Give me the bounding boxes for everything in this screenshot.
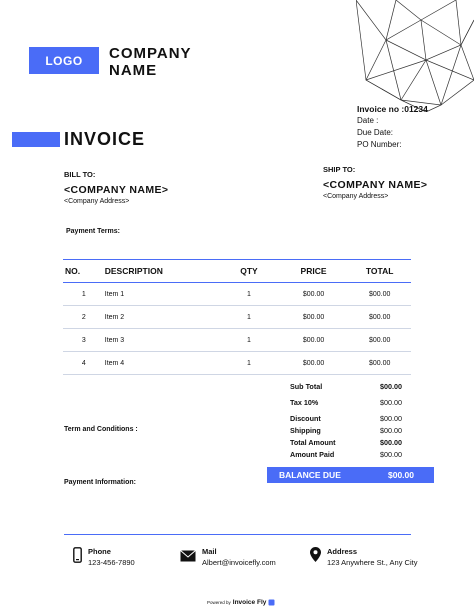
- address-title: Address: [327, 547, 358, 556]
- mail-title: Mail: [202, 547, 217, 556]
- col-no-header: NO.: [63, 260, 105, 283]
- invoice-meta: [357, 103, 428, 151]
- footer-mail: [180, 547, 276, 567]
- company-name: COMPANY NAME: [109, 45, 192, 79]
- tax-value: $00.00: [380, 398, 402, 407]
- bill-to-block: [64, 170, 168, 205]
- row-qty: 1: [219, 329, 279, 352]
- row-no: 2: [63, 306, 105, 329]
- ship-to-block: [323, 165, 427, 200]
- ship-to-company: <COMPANY NAME>: [323, 179, 428, 191]
- row-price: $00.00: [279, 283, 349, 306]
- invoice-date: Date :: [357, 116, 379, 125]
- invoice-fly-logo-icon: [268, 599, 275, 606]
- ship-to-label: SHIP TO:: [323, 165, 356, 174]
- balance-due-value: $00.00: [388, 470, 414, 480]
- bill-to-company: <COMPANY NAME>: [64, 184, 169, 196]
- table-header-row: [63, 260, 411, 283]
- tax-label: Tax 10%: [290, 398, 319, 407]
- address-value: 123 Anywhere St., Any City: [327, 558, 418, 567]
- payment-terms-label: Payment Terms:: [66, 228, 120, 235]
- row-description: Item 3: [105, 329, 219, 352]
- row-qty: 1: [219, 352, 279, 375]
- row-price: $00.00: [279, 352, 349, 375]
- invoice-due-date: Due Date:: [357, 128, 394, 137]
- shipping-row: [290, 426, 402, 435]
- footer-address: [310, 547, 417, 567]
- balance-due-bar: [267, 467, 434, 483]
- row-no: 1: [63, 283, 105, 306]
- discount-label: Discount: [290, 414, 321, 423]
- table-row: [63, 306, 411, 329]
- shipping-label: Shipping: [290, 426, 321, 435]
- row-qty: 1: [219, 306, 279, 329]
- geometric-sphere-decoration: [356, 0, 474, 112]
- bill-to-label: BILL TO:: [64, 170, 96, 179]
- powered-by: [207, 599, 275, 606]
- row-total: $00.00: [348, 329, 411, 352]
- mail-value: Albert@invoicefly.com: [202, 558, 276, 567]
- row-price: $00.00: [279, 329, 349, 352]
- invoice-po-number: PO Number:: [357, 140, 402, 149]
- ship-to-address: <Company Address>: [323, 193, 389, 200]
- amount-paid-label: Amount Paid: [290, 450, 335, 459]
- row-description: Item 2: [105, 306, 219, 329]
- row-qty: 1: [219, 283, 279, 306]
- title-accent-bar: [12, 132, 60, 147]
- col-description-header: DESCRIPTION: [105, 260, 219, 283]
- footer-divider: [64, 534, 411, 535]
- location-pin-icon: [310, 547, 321, 562]
- sub-total-row: [290, 382, 402, 391]
- amount-paid-value: $00.00: [380, 450, 402, 459]
- col-total-header: TOTAL: [348, 260, 411, 283]
- total-amount-row: [290, 438, 402, 447]
- row-description: Item 1: [105, 283, 219, 306]
- mail-icon: [180, 550, 196, 562]
- col-qty-header: QTY: [219, 260, 279, 283]
- tax-row: [290, 398, 402, 407]
- row-no: 3: [63, 329, 105, 352]
- logo: LOGO: [29, 47, 99, 74]
- table-row: [63, 352, 411, 375]
- powered-by-label: Powered by: [207, 600, 231, 605]
- row-total: $00.00: [348, 306, 411, 329]
- footer-phone: [73, 547, 135, 567]
- phone-icon: [73, 547, 82, 563]
- balance-due-label: BALANCE DUE: [279, 470, 341, 480]
- invoice-title: INVOICE: [64, 129, 146, 149]
- row-total: $00.00: [348, 283, 411, 306]
- phone-title: Phone: [88, 547, 111, 556]
- table-row: [63, 329, 411, 352]
- discount-value: $00.00: [380, 414, 402, 423]
- row-price: $00.00: [279, 306, 349, 329]
- payment-information-label: Payment Information:: [64, 479, 136, 486]
- items-table: [63, 259, 411, 375]
- invoice-fly-brand: Invoice Fly: [232, 599, 267, 606]
- row-total: $00.00: [348, 352, 411, 375]
- total-amount-label: Total Amount: [290, 438, 336, 447]
- phone-value: 123-456-7890: [88, 558, 135, 567]
- col-price-header: PRICE: [279, 260, 349, 283]
- invoice-number: Invoice no :01234: [357, 104, 428, 114]
- bill-to-address: <Company Address>: [64, 198, 130, 205]
- row-description: Item 4: [105, 352, 219, 375]
- total-amount-value: $00.00: [380, 438, 402, 447]
- sub-total-value: $00.00: [380, 382, 402, 391]
- sub-total-label: Sub Total: [290, 382, 323, 391]
- row-no: 4: [63, 352, 105, 375]
- discount-row: [290, 414, 402, 423]
- table-row: [63, 283, 411, 306]
- amount-paid-row: [290, 450, 402, 459]
- shipping-value: $00.00: [380, 426, 402, 435]
- terms-conditions-label: Term and Conditions :: [64, 426, 138, 433]
